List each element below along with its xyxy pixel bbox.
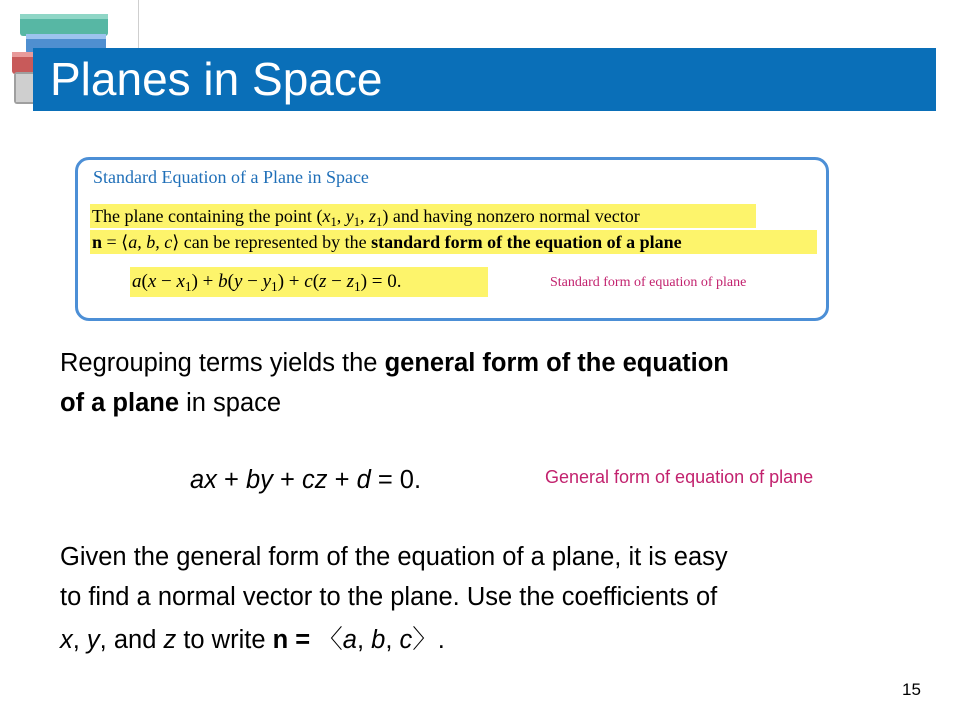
general-form-note: General form of equation of plane	[545, 467, 814, 487]
definition-line-2: n = ⟨a, b, c⟩ can be represented by the standard form of the equation of a plane	[92, 232, 682, 252]
standard-equation: $a(x - x_1) + b(y - y_1) + c(z - z_1) = 0$.	[132, 271, 402, 294]
paragraph-line-1: Regrouping terms yields the general form of the equation	[60, 349, 729, 377]
standard-form-note: Standard form of equation of plane	[550, 275, 747, 290]
page-number: 15	[902, 680, 921, 699]
definition-box	[75, 157, 829, 321]
definition-title: Standard Equation of a Plane in Space	[93, 167, 369, 187]
general-equation: ax + by + cz + d = 0.	[190, 466, 422, 494]
slide-title: Planes in Space	[50, 53, 383, 105]
paragraph-line-5: x, y, and z to write n = 〈a, b, c〉.	[60, 626, 445, 654]
definition-line-1: The plane containing the point ($x_1$, $y_1$, $z_1$) and having nonzero normal vector	[92, 206, 640, 229]
paragraph-line-4: to find a normal vector to the plane. Use the coefficients of	[60, 583, 718, 611]
header-divider	[138, 0, 139, 48]
paragraph-line-2: of a plane in space	[60, 389, 282, 417]
paragraph-line-3: Given the general form of the equation of a plane, it is easy	[60, 543, 728, 571]
